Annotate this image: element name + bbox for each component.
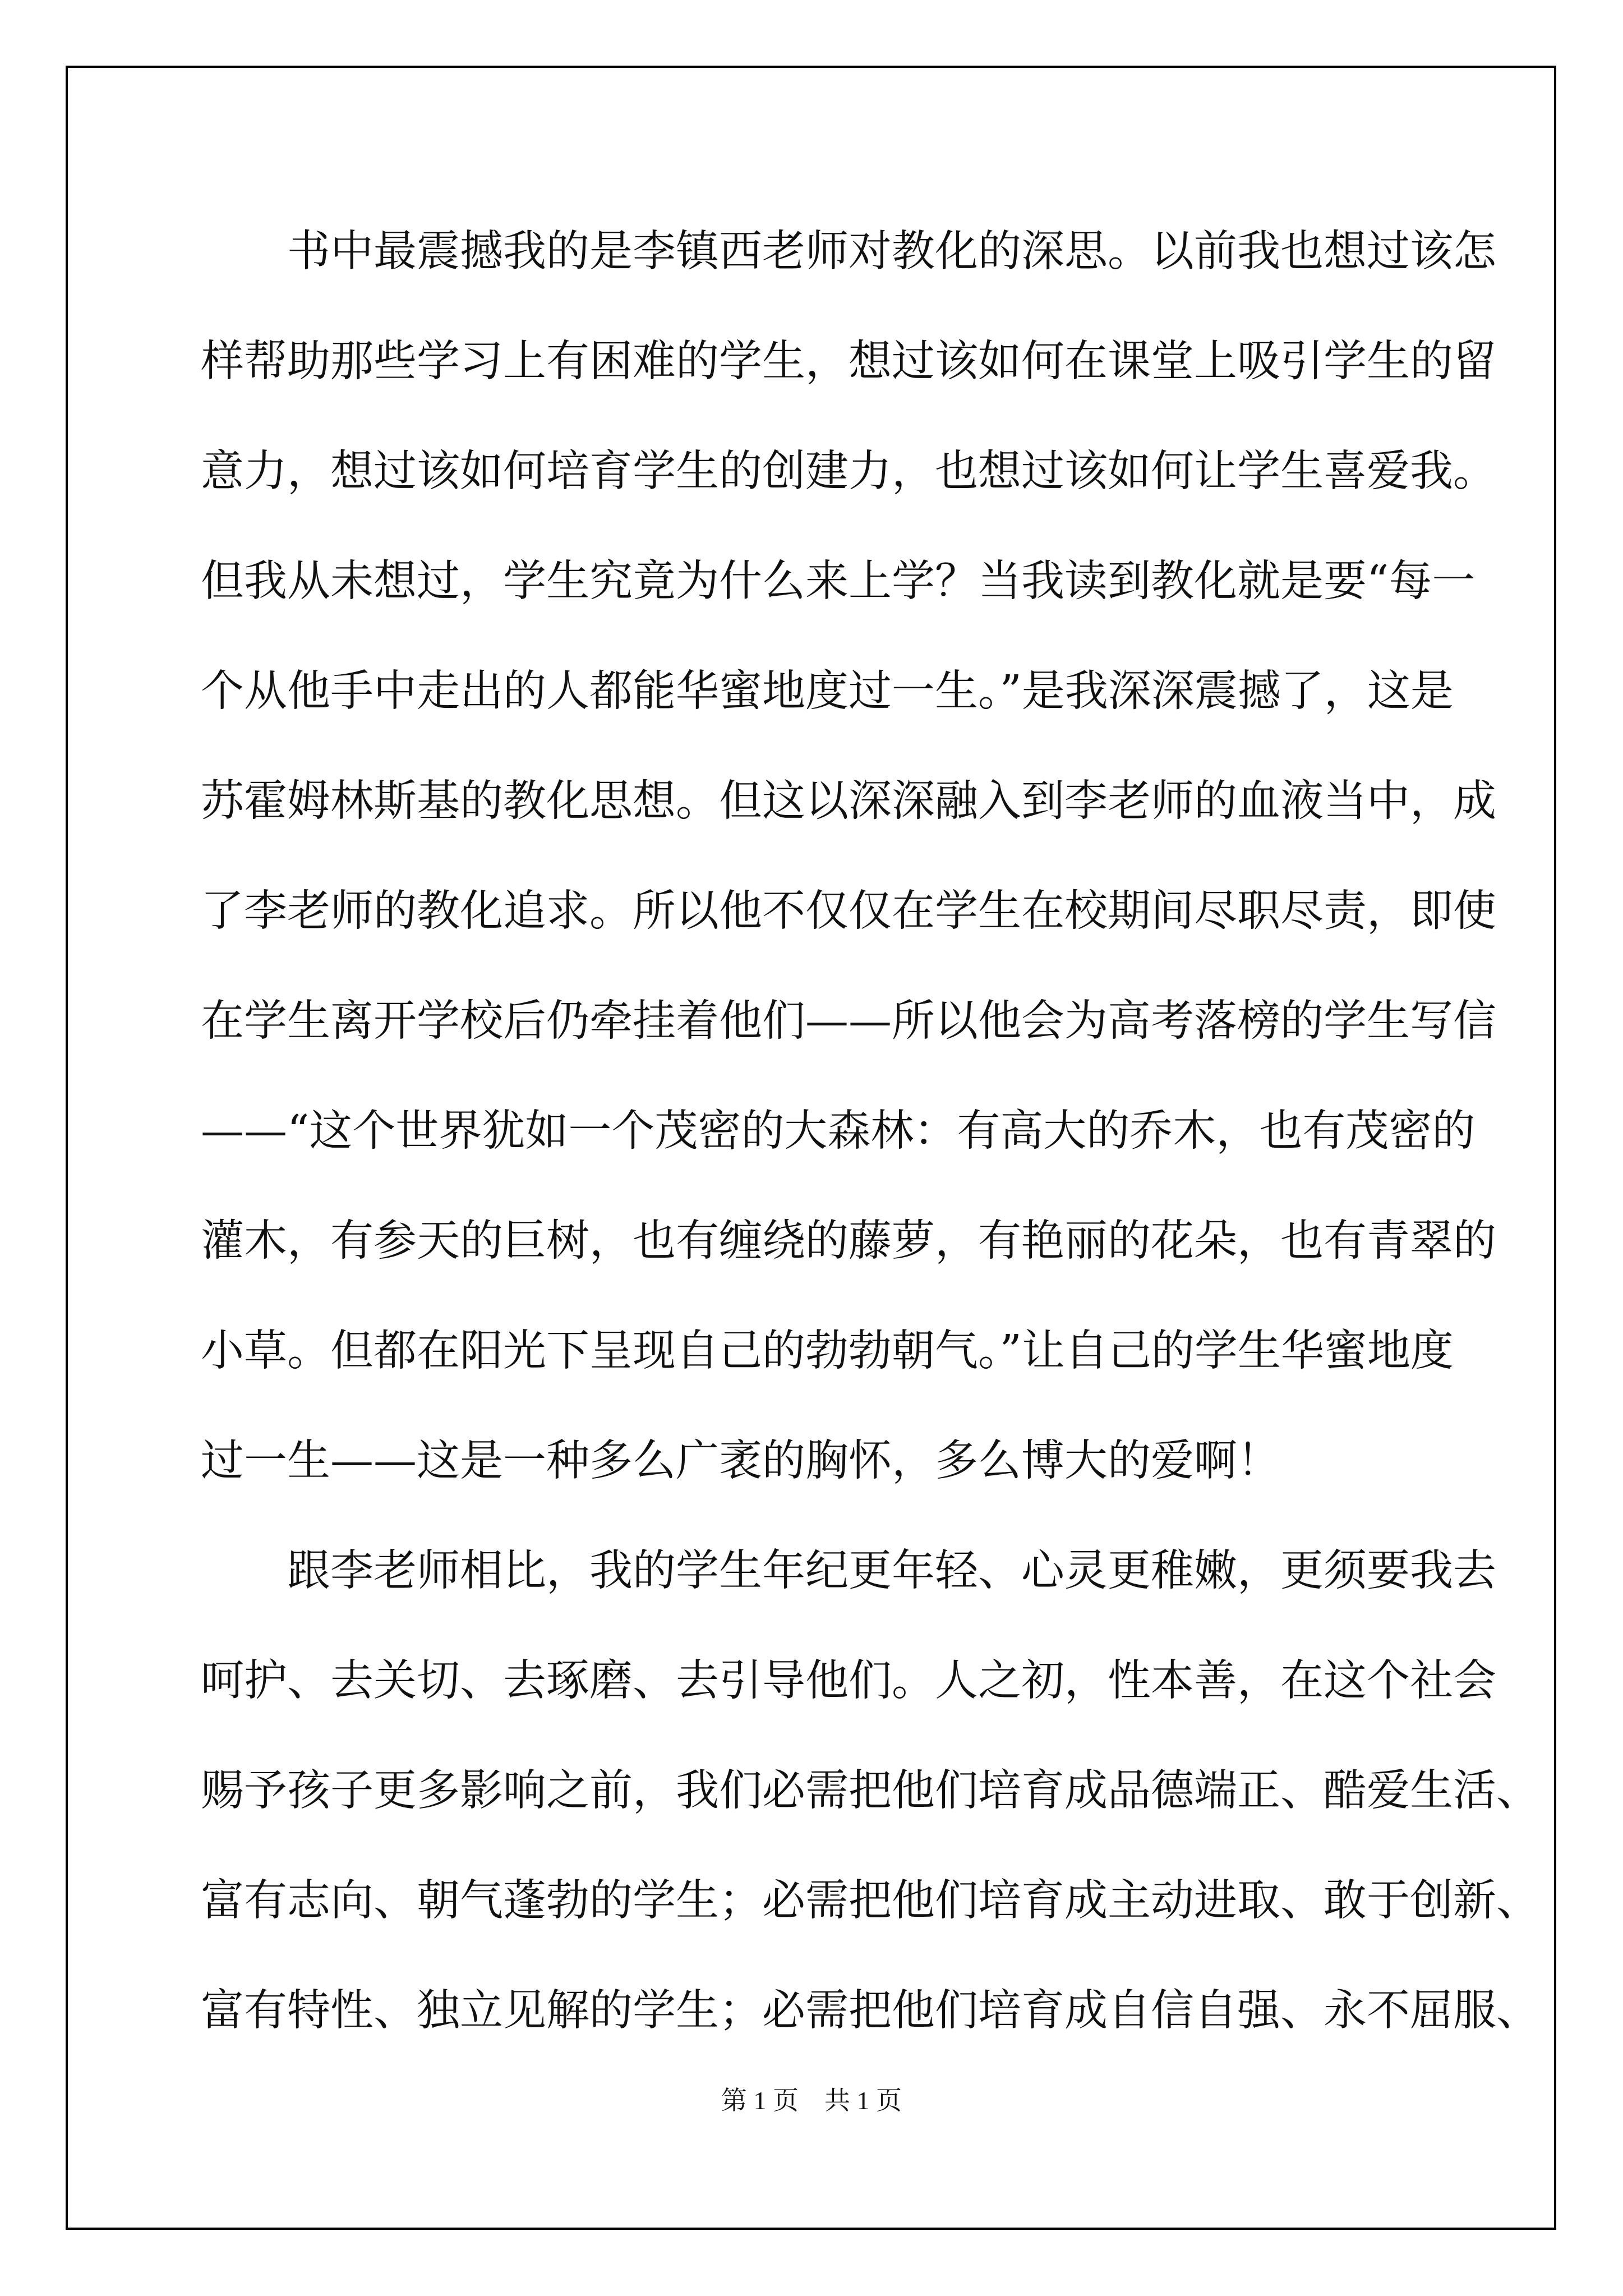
- text-line: 但我从未想过，学生究竟为什么来上学？当我读到教化就是要“每一: [201, 556, 1476, 606]
- text-line: 灌木，有参天的巨树，也有缠绕的藤萝，有艳丽的花朵，也有青翠的: [201, 1216, 1496, 1266]
- text-line: 跟李老师相比，我的学生年纪更年轻、心灵更稚嫩，更须要我去: [201, 1546, 1496, 1596]
- text-line: 过一生——这是一种多么广袤的胸怀，多么博大的爱啊！: [201, 1436, 1280, 1486]
- text-line: 意力，想过该如何培育学生的创建力，也想过该如何让学生喜爱我。: [201, 447, 1496, 496]
- text-line: 书中最震撼我的是李镇西老师对教化的深思。以前我也想过该怎: [201, 227, 1496, 277]
- text-line: 富有特性、独立见解的学生；必需把他们培育成自信自强、永不屈服、: [201, 1986, 1539, 2036]
- text-line: 富有志向、朝气蓬勃的学生；必需把他们培育成主动进取、敢于创新、: [201, 1876, 1539, 1926]
- text-line: 了李老师的教化追求。所以他不仅仅在学生在校期间尽职尽责，即使: [201, 886, 1496, 936]
- text-line: 呵护、去关切、去琢磨、去引导他们。人之初，性本善，在这个社会: [201, 1656, 1496, 1706]
- text-line: ——“这个世界犹如一个茂密的大森林：有高大的乔木，也有茂密的: [201, 1106, 1476, 1156]
- page-footer: [0, 2084, 1623, 2118]
- text-line: 样帮助那些学习上有困难的学生，想过该如何在课堂上吸引学生的留: [201, 337, 1496, 386]
- text-line: 个从他手中走出的人都能华蜜地度过一生。”是我深深震撼了，这是: [201, 666, 1454, 716]
- text-line: 苏霍姆林斯基的教化思想。但这以深深融入到李老师的血液当中，成: [201, 776, 1496, 826]
- page-total: 共 1 页: [824, 2086, 902, 2115]
- text-line: 在学生离开学校后仍牵挂着他们——所以他会为高考落榜的学生写信: [201, 996, 1496, 1046]
- page-number: 第 1 页: [721, 2086, 799, 2115]
- text-line: 赐予孩子更多影响之前，我们必需把他们培育成品德端正、酷爱生活、: [201, 1766, 1539, 1816]
- text-line: 小草。但都在阳光下呈现自己的勃勃朝气。”让自己的学生华蜜地度: [201, 1326, 1454, 1376]
